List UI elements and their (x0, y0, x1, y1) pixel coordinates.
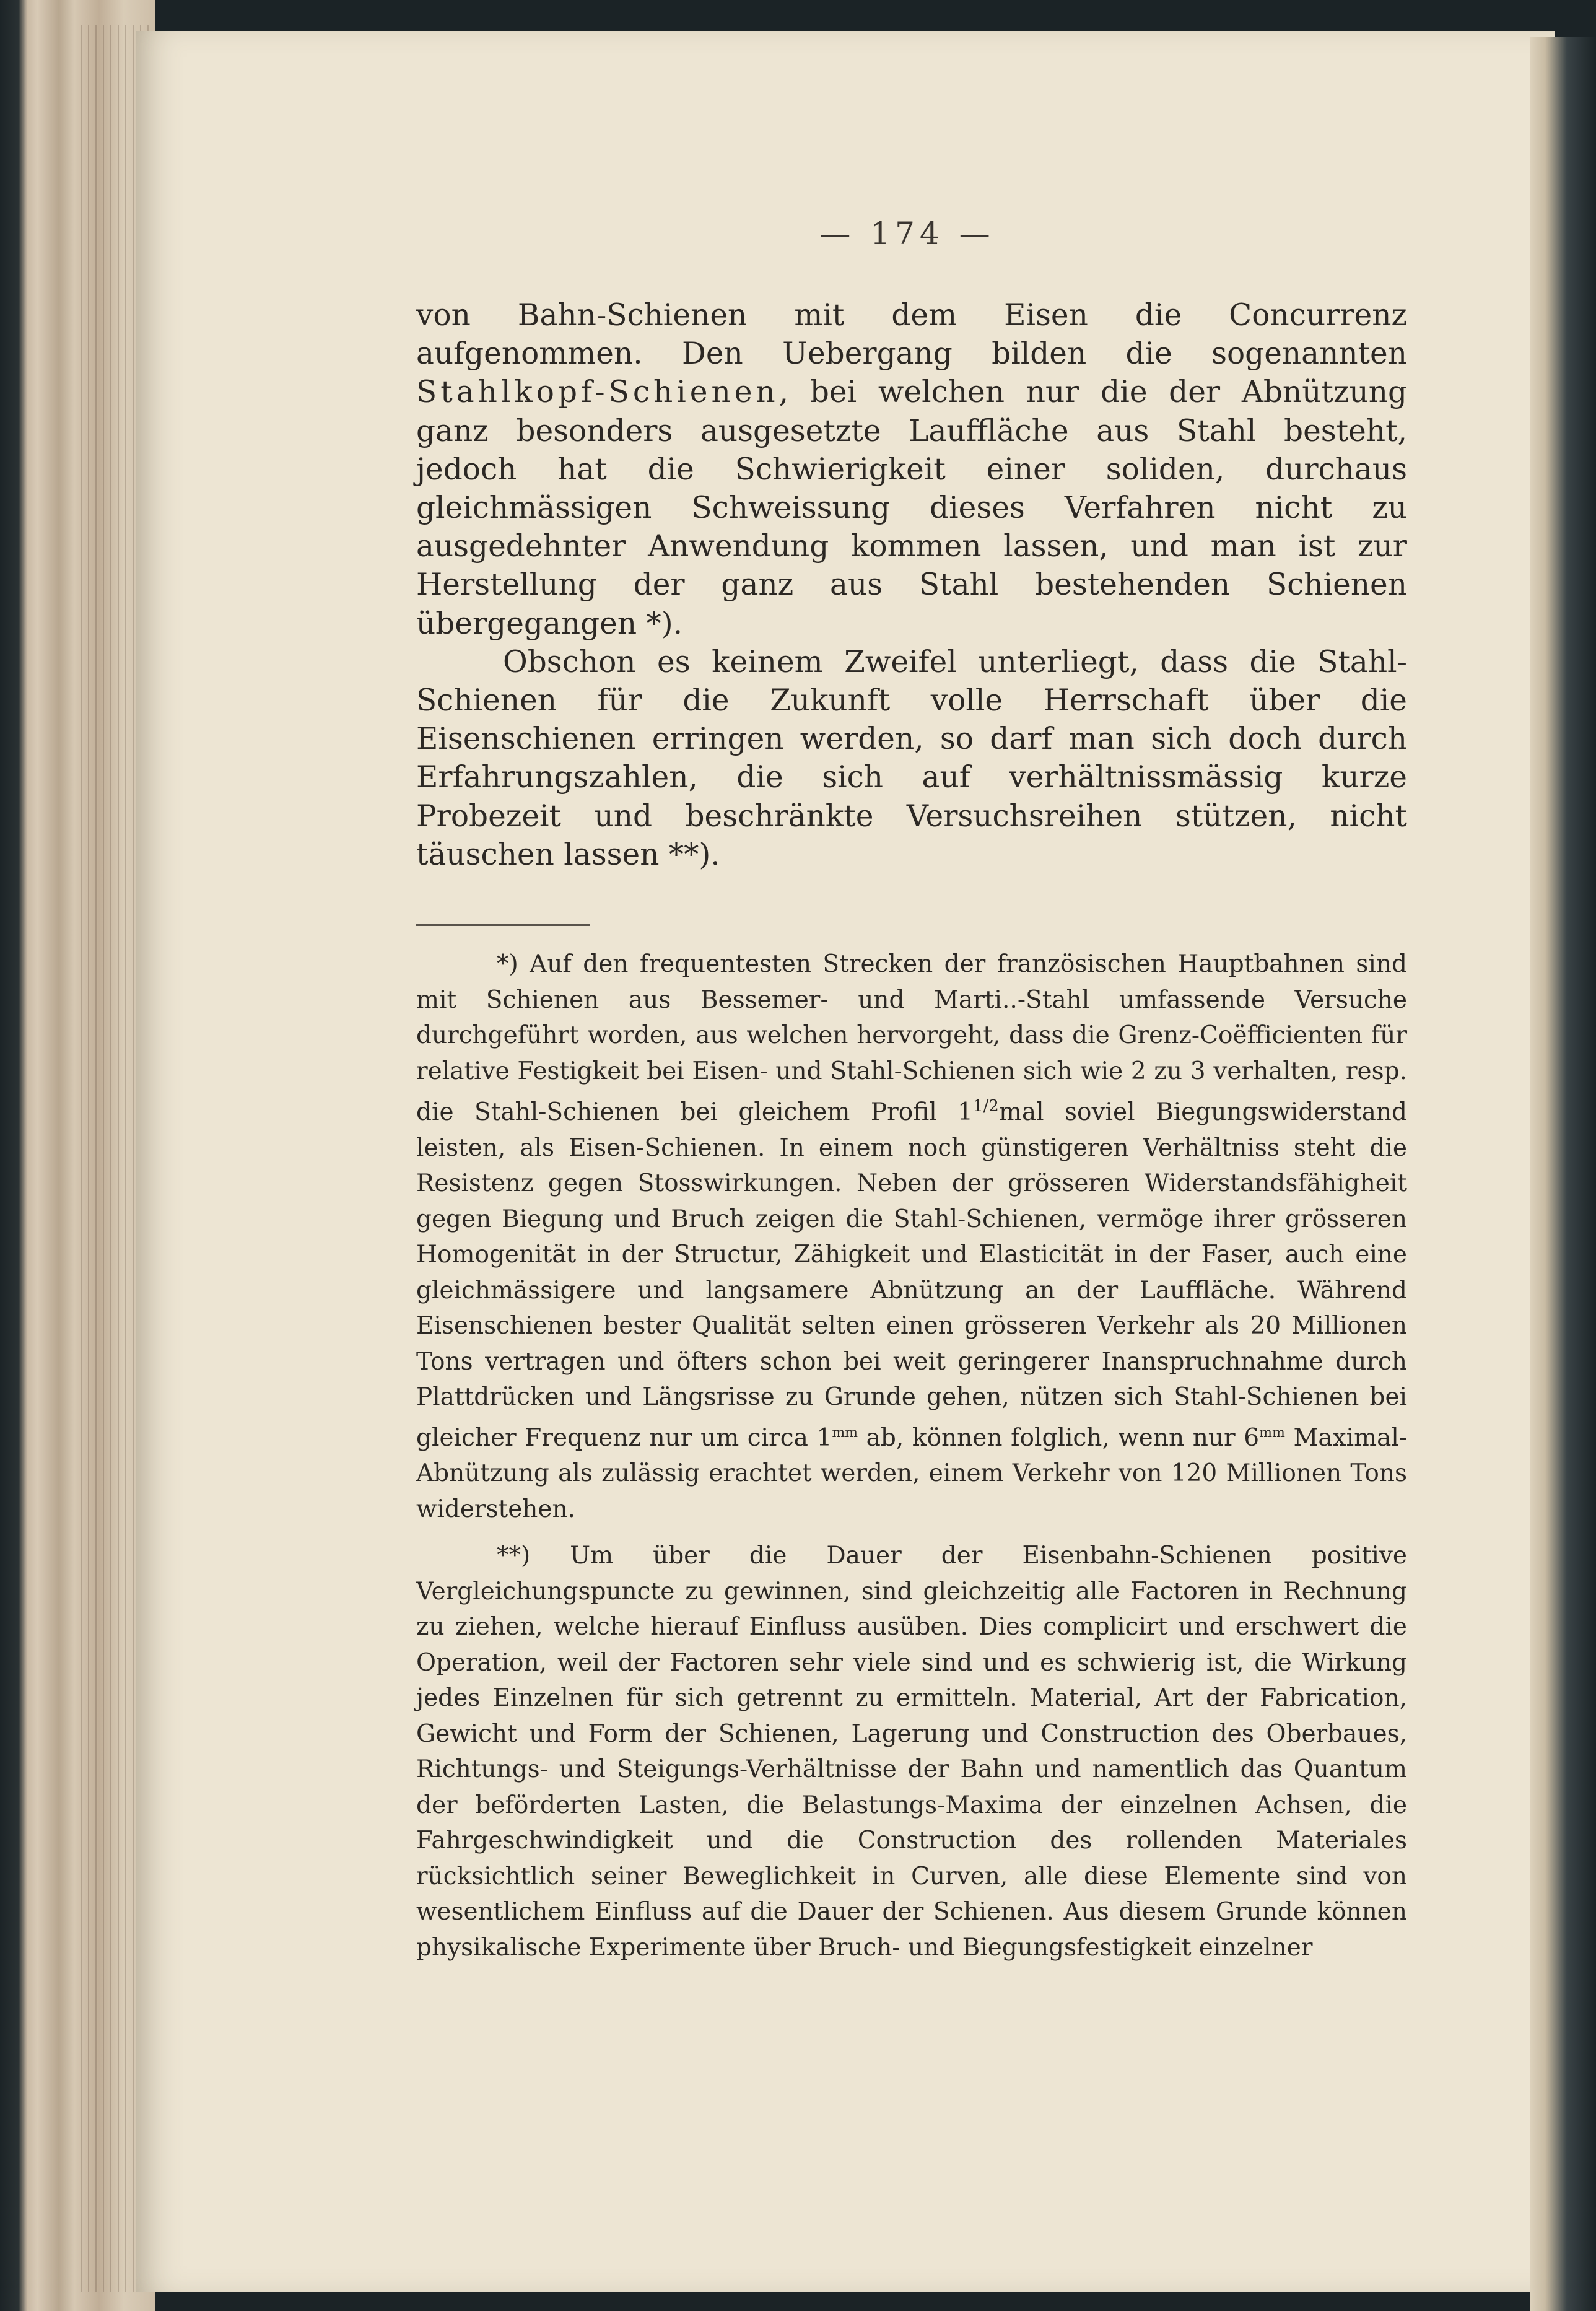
footnotes (416, 946, 1407, 1965)
footnote-divider (416, 924, 590, 926)
footnote-1-part-c: ab, können folglich, wenn nur 6 (858, 1423, 1260, 1452)
page-number: — 174 — (819, 216, 995, 251)
paragraph-1-end: , bei welchen nur die der Abnützung ganz besonders ausgesetzte Lauffläche aus Stahl besteht, jedoch hat die Schwierigkeit einer soliden, durchaus gleichmässigen Schweissung dieses Verfahren nicht zu ausgedehnter Anwendung kommen lassen, und man ist zur Herstellung der ganz aus Stahl bestehenden Schienen übergegangen *). (416, 375, 1407, 641)
footnote-1-part-b: mal soviel Biegungswiderstand leisten, als Eisen-Schienen. In einem noch günstigeren Verhältniss steht die Resistenz gegen Stosswirkungen. Neben der grösseren Widerstandsfähigheit gegen Biegung und Bruch zeigen die Stahl-Schienen, vermöge ihrer grösseren Homogenität in der Structur, Zähigkeit und Elasticität in der Faser, auch eine gleichmässigere und langsamere Abnützung an der Lauffläche. Während Eisenschienen bester Qualität selten einen grösseren Verkehr als 20 Millionen Tons vertragen und öfters schon bei weit geringerer Inanspruchnahme durch Plattdrücken und Längsrisse zu Grunde gehen, nützen sich Stahl-Schienen bei gleicher Frequenz nur um circa 1 (416, 1098, 1407, 1452)
footnote-1 (416, 946, 1407, 1527)
paragraph-1 (416, 296, 1407, 643)
footnote-2: **) Um über die Dauer der Eisenbahn-Schienen positive Vergleichungspuncte zu gewinnen, sind gleichzeitig alle Factoren in Rechnung zu ziehen, welche hierauf Einfluss ausüben. Dies complicirt und erschwert die Operation, weil der Factoren sehr viele sind und es schwierig ist, die Wirkung jedes Einzelnen für sich getrennt zu ermitteln. Material, Art der Fabrication, Gewicht und Form der Schienen, Lagerung und Construction des Oberbaues, Richtungs- und Steigungs-Verhältnisse der Bahn und namentlich das Quantum der beförderten Lasten, die Belastungs-Maxima der einzelnen Achsen, die Fahrgeschwindigkeit und die Construction des rollenden Materiales rücksichtlich seiner Beweglichkeit in Curven, alle diese Elemente sind von wesentlichem Einfluss auf die Dauer der Schienen. Aus diesem Grunde können physikalische Experimente über Bruch- und Biegungsfestigkeit einzelner (416, 1542, 1407, 1962)
paragraph-2: Obschon es keinem Zweifel unterliegt, dass die Stahl-Schienen für die Zukunft volle Herrschaft über die Eisenschienen erringen werden, so darf man sich doch durch Erfahrungszahlen, die sich auf verhältnissmässig kurze Probezeit und beschränkte Versuchsreihen stützen, nicht täuschen lassen **). (416, 644, 1407, 872)
unit-mm-2: mm (1259, 1425, 1285, 1441)
spaced-term: Stahlkopf-Schienen (416, 375, 779, 410)
footnote-1-part-a: *) Auf den frequentesten Strecken der französischen Hauptbahnen sind mit Schienen aus Bessemer- und Marti..-Stahl umfassende Versuche durchgeführt worden, aus welchen hervorgeht, dass die Grenz-Coëfficienten für relative Festigkeit bei Eisen- und Stahl-Schienen sich wie 2 zu 3 verhalten, resp. die Stahl-Schienen bei gleichem Profil 1 (416, 950, 1407, 1126)
main-text (416, 296, 1407, 874)
paragraph-1-start: von Bahn-Schienen mit dem Eisen die Concurrenz aufgenommen. Den Uebergang bilden die sogenannten (416, 298, 1407, 372)
fraction: 1/2 (973, 1097, 999, 1116)
unit-mm-1: mm (832, 1425, 858, 1441)
footnote-1-part-d: Maximal-Abnützung als zulässig erachtet werden, einem Verkehr von 120 Millionen Tons widerstehen. (416, 1423, 1407, 1523)
book-right-edge (1530, 37, 1596, 2311)
